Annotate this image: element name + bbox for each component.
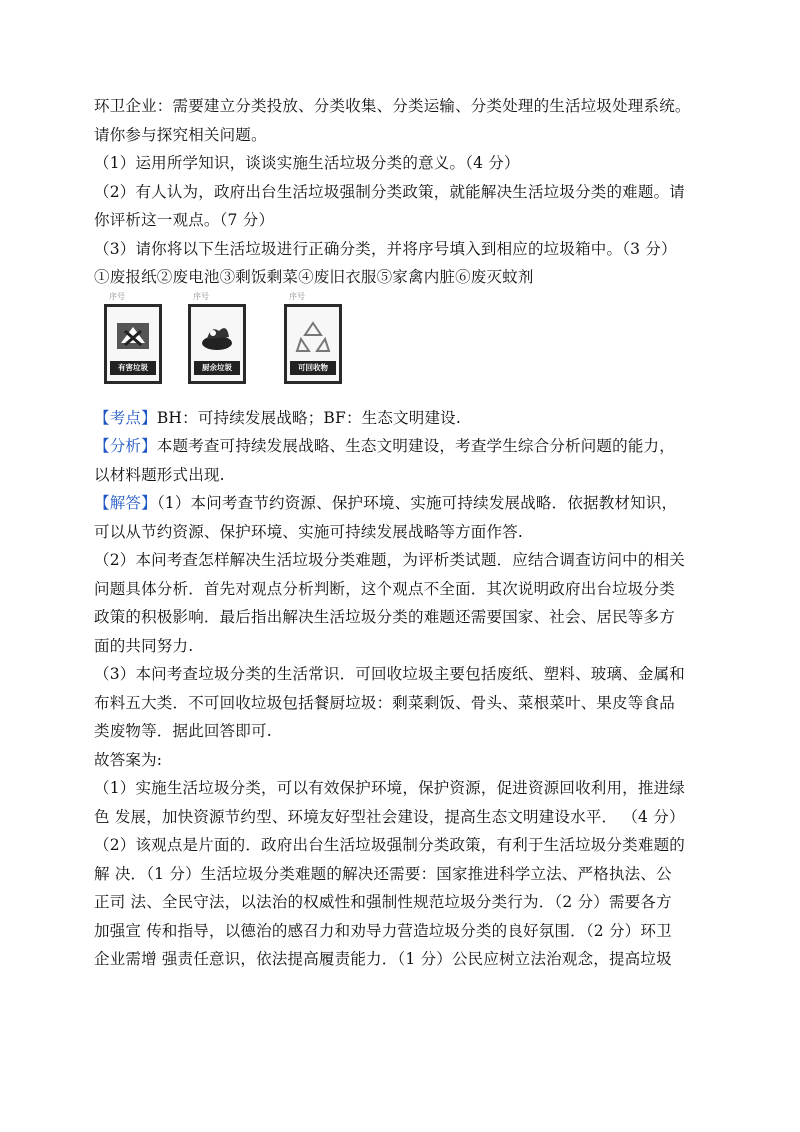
answer-heading: 故答案为: bbox=[94, 750, 163, 769]
answer-line: （1）实施生活垃圾分类，可以有效保护环境，保护资源，促进资源回收利用，推进绿 bbox=[94, 779, 685, 797]
answer-line: 解 决．（1 分）生活垃圾分类难题的解决还需要：国家推进科学立法、严格执法、公 bbox=[94, 864, 672, 883]
kaodian-tag: 【考点】 bbox=[94, 408, 157, 427]
jieda-tag: 【解答】 bbox=[94, 494, 157, 512]
jieda-line bbox=[94, 489, 724, 518]
answer-line: （3）本问考查垃圾分类的生活常识．可回收垃圾主要包括废纸、塑料、玻璃、金属和 bbox=[94, 665, 685, 683]
fenxi-line bbox=[94, 432, 724, 461]
fenxi-tag: 【分析】 bbox=[94, 437, 157, 455]
answer-line: （2）该观点是片面的．政府出台生活垃圾强制分类政策，有利于生活垃圾分类难题的 bbox=[94, 836, 685, 854]
jieda-text: （1）本问考查节约资源、保护环境、实施可持续发展战略．依据教材知识， bbox=[156, 494, 678, 512]
answer-line: 色 发展，加快资源节约型、环境友好型社会建设，提高生态文明建设水平． （4 分） bbox=[94, 807, 685, 826]
text-line: 以材料题形式出现. bbox=[94, 465, 225, 484]
bin-label: 可回收物 bbox=[290, 361, 336, 375]
hazard-icon bbox=[115, 319, 151, 355]
answer-line: 正司 法、全民守法，以法治的权威性和强制性规范垃圾分类行为．（2 分）需要各方 bbox=[94, 893, 672, 911]
bin-caption: 序号 bbox=[193, 291, 209, 301]
bin-caption: 序号 bbox=[289, 291, 305, 301]
answer-line: 问题具体分析．首先对观点分析判断，这个观点不全面．其次说明政府出台垃圾分类 bbox=[94, 579, 675, 598]
answer-line: 布料五大类．不可回收垃圾包括餐厨垃圾：剩菜剩饭、骨头、菜根菜叶、果皮等食品 bbox=[94, 693, 675, 712]
question-content bbox=[94, 92, 724, 974]
bin-hazardous bbox=[104, 291, 162, 384]
answer-line: 可以从节约资源、保护环境、实施可持续发展战略等方面作答. bbox=[94, 522, 524, 541]
recycle-icon bbox=[295, 319, 331, 355]
answer-line: 类废物等．据此回答即可. bbox=[94, 722, 272, 740]
bin-caption: 序号 bbox=[109, 291, 125, 301]
bin-label: 有害垃圾 bbox=[110, 361, 156, 375]
answer-line: 面的共同努力. bbox=[94, 636, 194, 655]
answer-line: 加强宣 传和指导，以德治的感召力和劝导力营造垃圾分类的良好氛围．（2 分）环卫 bbox=[94, 921, 672, 940]
question-2: （2）有人认为，政府出台生活垃圾强制分类政策，就能解决生活垃圾分类的难题。请 bbox=[94, 182, 685, 201]
food-waste-icon bbox=[199, 319, 235, 355]
garbage-bins-figure bbox=[94, 291, 724, 404]
fenxi-text: 本题考查可持续发展战略、生态文明建设，考查学生综合分析问题的能力， bbox=[156, 437, 675, 455]
item-list: ①废报纸②废电池③剩饭剩菜④废旧衣服⑤家禽内脏⑥废灭蚊剂 bbox=[94, 268, 534, 286]
kaodian-text: BH：可持续发展战略；BF：生态文明建设. bbox=[156, 408, 461, 427]
question-3: （3）请你将以下生活垃圾进行正确分类，并将序号填入到相应的垃圾箱中。（3 分） bbox=[94, 239, 677, 258]
question-1: （1）运用所学知识，谈谈实施生活垃圾分类的意义。（4 分） bbox=[94, 154, 520, 172]
answer-line: （2）本问考查怎样解决生活垃圾分类难题，为评析类试题．应结合调查访问中的相关 bbox=[94, 551, 685, 569]
text-line: 请你参与探究相关问题。 bbox=[94, 125, 267, 144]
text-line: 你评析这一观点。（7 分） bbox=[94, 211, 275, 229]
bin-kitchen bbox=[188, 291, 246, 384]
bin-label: 厨余垃圾 bbox=[194, 361, 240, 375]
bin-recyclable bbox=[284, 291, 342, 384]
text-line: 环卫企业：需要建立分类投放、分类收集、分类运输、分类处理的生活垃圾处理系统。 bbox=[94, 97, 691, 115]
answer-line: 政策的积极影响．最后指出解决生活垃圾分类的难题还需要国家、社会、居民等多方 bbox=[94, 608, 675, 626]
answer-line: 企业需增 强责任意识，依法提高履责能力．（1 分）公民应树立法治观念，提高垃圾 bbox=[94, 950, 672, 968]
kaodian-line bbox=[94, 404, 724, 433]
